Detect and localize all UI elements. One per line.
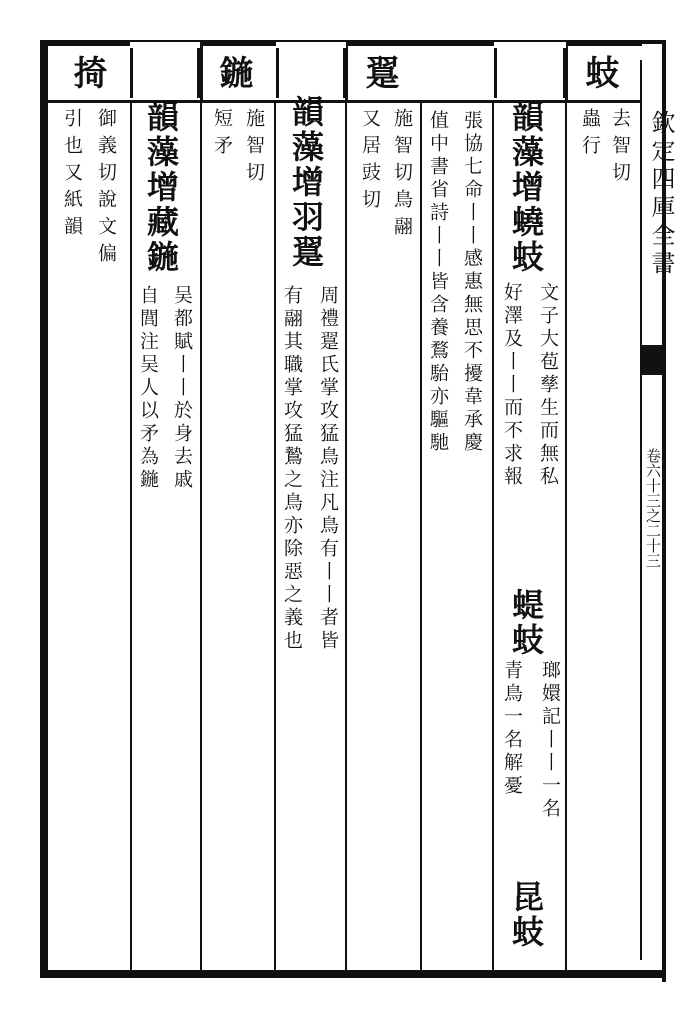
tab-gap [130, 42, 200, 48]
divider [345, 100, 347, 970]
text-line: 周禮翨氏掌攻猛鳥注凡鳥有丨丨者皆 [317, 285, 339, 653]
tab-gap [276, 42, 346, 48]
divider [565, 100, 567, 970]
entry-heading: 昆蚑 [507, 880, 545, 950]
text-line: 張協七命丨丨感惠無思不擾韋承慶 [461, 110, 483, 455]
text-line: 有翮其職掌攻猛鷙之鳥亦除惡之義也 [281, 285, 303, 653]
text-line: 好澤及丨丨而不求報 [501, 282, 523, 489]
text-line: 青鳥一名解憂 [501, 660, 523, 798]
gloss-line: 短矛 [211, 108, 233, 162]
entry-heading: 韻藻增蟯蚑 [507, 100, 545, 275]
gloss-line: 引也又紙韻 [61, 108, 83, 243]
tab-notch [276, 46, 346, 98]
text-line: 瑯嬛記丨丨一名 [539, 660, 561, 821]
entry-heading: 蝭蚑 [507, 588, 545, 658]
tab-edge [200, 42, 203, 102]
entry-head-char: 翨 [359, 55, 399, 89]
text-line: 吴都賦丨丨於身去戚 [171, 285, 193, 492]
page-frame [40, 40, 662, 978]
text-line: 值中書省詩丨丨皆含養鶩駘亦驅馳 [427, 110, 449, 455]
divider [130, 100, 132, 970]
entry-head-char: 蚑 [579, 55, 619, 89]
divider [492, 100, 494, 970]
gloss-line: 又居豉切 [359, 108, 381, 216]
gloss-line: 施智切鳥翮 [391, 108, 413, 243]
tab-gap [494, 42, 566, 48]
gloss-line: 蟲行 [579, 108, 601, 162]
fish-tail-mark [642, 345, 664, 375]
tab-notch [130, 46, 200, 98]
text-line: 文子大苞孳生而無私 [537, 282, 559, 489]
gloss-line: 御義切說文偏 [95, 108, 117, 270]
gloss-line: 施智切 [243, 108, 265, 189]
entry-head-char: 鍦 [213, 55, 253, 89]
divider [274, 100, 276, 970]
gloss-line: 去智切 [609, 108, 631, 189]
entry-heading: 韻藻增羽翨 [287, 95, 325, 270]
book-title: 欽定四庫全書 [647, 110, 675, 278]
divider [200, 100, 202, 970]
inner-right-rule [640, 60, 642, 960]
entry-heading: 韻藻增藏鍦 [142, 100, 180, 275]
tab-notch [494, 46, 566, 98]
divider [420, 100, 422, 970]
volume-label: 卷六十三之二十三 [644, 448, 662, 568]
entry-head-char: 掎 [67, 55, 107, 89]
text-line: 自閭注吴人以矛為鍦 [137, 285, 159, 492]
